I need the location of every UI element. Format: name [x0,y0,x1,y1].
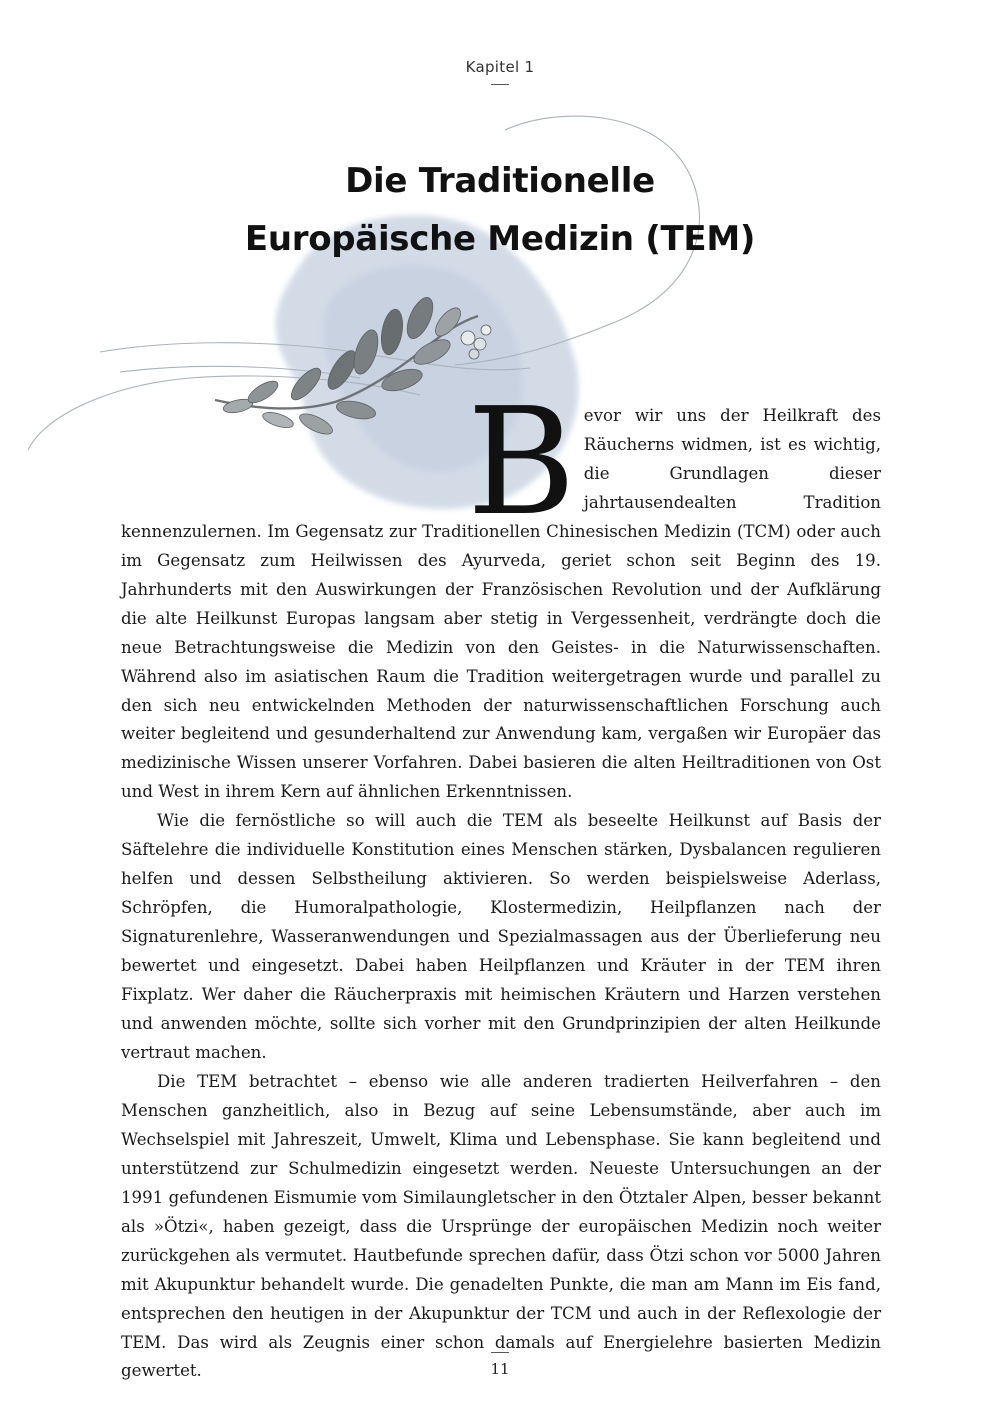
chapter-label: Kapitel 1 [465,58,535,76]
drop-cap: B [467,376,576,548]
body-text [121,376,881,1386]
paragraph-1-text: evor wir uns der Heilkraft des Räucherns widmen, ist es wichtig, die Grundlagen dieser jahrtausendealten Tradition kennenzulernen. Im Gegensatz zur Traditionellen Chinesischen Medizin (TCM) oder auch im Gegensatz zum Heilwissen des Ayurveda, geriet schon seit Beginn des 19. Jahrhunderts mit den Auswirkungen der Französischen Revolution und der Aufklärung die alte Heilkunst Europas langsam aber stetig in Vergessenheit, verdrängte doch die neue Betrachtungsweise die Medizin von den Geistes- in die Naturwissenschaften. Während also im asiatischen Raum die Tradition weitergetragen wurde und parallel zu den sich neu entwickelnden Methoden der naturwissenschaftlichen Forschung auch weiter begleitend und gesunderhaltend zur Anwendung kam, vergaßen wir Europäer das medizinische Wissen unserer Vorfahren. Dabei basieren die alten Heiltraditionen von Ost und West in ihrem Kern auf ähnlichen Erkenntnissen. [121,406,881,802]
paragraph-2: Wie die fernöstliche so will auch die TEM als beseelte Heilkunst auf Basis der Säftelehre die individuelle Konstitution eines Menschen stärken, Dysbalancen regulieren helfen und dessen Selbstheilung aktivieren. So werden beispielsweise Aderlass, Schröpfen, die Humoralpathologie, Klostermedizin, Heilpflanzen nach der Signaturenlehre, Wasseranwendungen und Spezialmassagen aus der Überlieferung neu bewertet und eingesetzt. Dabei haben Heilpflanzen und Kräuter in der TEM ihren Fixplatz. Wer daher die Räucherpraxis mit heimischen Kräutern und Harzen verstehen und anwenden möchte, sollte sich vorher mit den Grundprinzipien der alten Heilkunde vertraut machen. [121,811,881,1062]
chapter-title [0,152,1000,268]
page-number: 11 [490,1360,510,1378]
chapter-title-line-1: Die Traditionelle [345,161,655,201]
chapter-title-line-2: Europäische Medizin (TEM) [244,219,756,259]
paragraph-3: Die TEM betrachtet – ebenso wie alle anderen tradierten Heilverfahren – den Menschen ganzheitlich, also in Bezug auf seine Lebensumstände, aber auch im Wechselspiel mit Jahreszeit, Umwelt, Klima und Lebensphase. Sie kann begleitend und unterstützend zur Schulmedizin eingesetzt werden. Neueste Untersuchungen an der 1991 gefundenen Eismumie vom Similaungletscher in den Ötztaler Alpen, besser bekannt als »Ötzi«, haben gezeigt, dass die Ursprünge der europäischen Medizin noch weiter zurückgehen als vermutet. Hautbefunde sprechen dafür, dass Ötzi schon vor 5000 Jahren mit Akupunktur behandelt wurde. Die genadelten Punkte, die man am Mann im Eis fand, entsprechen den heutigen in der Akupunktur der TCM und auch in der Reflexologie der TEM. Das wird als Zeugnis einer schon damals auf Energielehre basierten Medizin gewertet. [121,1071,881,1381]
paragraph-1 [121,376,881,807]
